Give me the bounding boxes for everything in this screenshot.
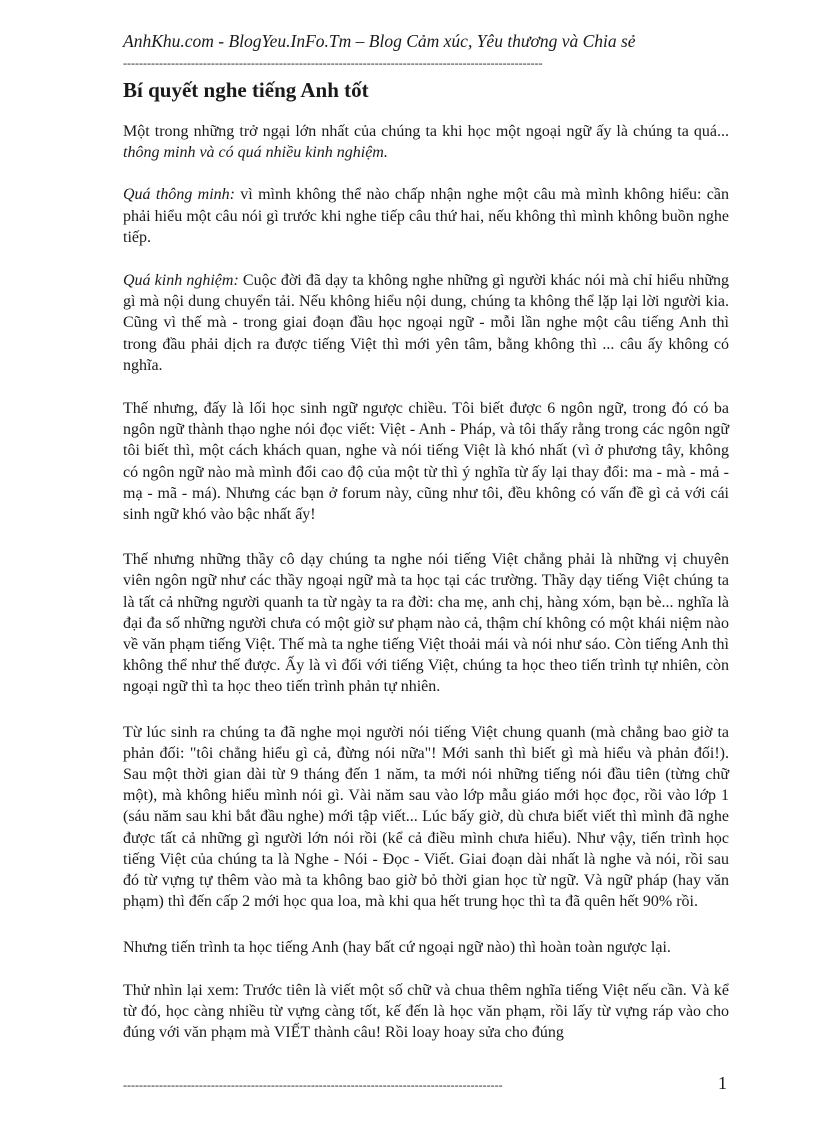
- paragraph-english-process: Nhưng tiến trình ta học tiếng Anh (hay bất cứ ngoại ngữ nào) thì hoàn toàn ngược lại.: [123, 938, 671, 956]
- paragraph-childhood-process: Từ lúc sinh ra chúng ta đã nghe mọi người nói tiếng Việt chung quanh (mà chẳng bao giờ ta phản đối: "tôi chẳng hiểu gì cả, đừng nói nữa"! Mới sanh thì biết gì mà hiểu và phản đối!). Sau một thời gian dài từ 9 tháng đến 1 năm, ta mới nói những tiếng nói đầu tiên (từng chữ một), mà không hiểu mình nói gì. Vài năm sau vào lớp mẫu giáo mới học đọc, rồi vào lớp 1 (sáu năm sau khi bắt đầu nghe) mới tập viết... Lúc bấy giờ, dù chưa biết viết thì mình đã nghe được tất cả những gì người lớn nói rồi (kể cả điều mình chưa hiểu). Như vậy, tiến trình học tiếng Việt của chúng ta là Nghe - Nói - Đọc - Viết. Giai đoạn dài nhất là nghe và nói, rồi sau đó từ vựng tự thêm vào mà ta không bao giờ bỏ thời gian học từ ngữ. Và ngữ pháp (hay văn phạm) thì đến cấp 2 mới học qua loa, mà khi qua hết trung học thì ta đã quên hết 90% rồi.: [123, 723, 729, 911]
- page-header: AnhKhu.com - BlogYeu.InFo.Tm – Blog Cảm xúc, Yêu thương và Chia sẻ: [123, 31, 636, 51]
- paragraph-natural-teachers: Thế nhưng những thầy cô dạy chúng ta nghe nói tiếng Việt chẳng phải là những vị chuyên viên ngôn ngữ như các thầy ngoại ngữ mà ta học tại các trường. Thầy dạy tiếng Việt chúng ta là tất cả những người quanh ta từ ngày ta ra đời: cha mẹ, anh chị, hàng xóm, bạn bè... nghĩa là đại đa số những người chưa có một giờ sư phạm nào cả, thậm chí không có một khái niệm nào về văn phạm tiếng Việt. Thế mà ta nghe tiếng Việt thoải mái và nói như sáo. Còn tiếng Anh thì không thể như thế được. Ấy là vì đối với tiếng Việt, chúng ta học theo tiến trình tự nhiên, còn ngoại ngữ thì ta học theo tiến trình phản tự nhiên.: [123, 551, 729, 696]
- paragraph-too-smart: [123, 184, 729, 248]
- paragraph-too-smart-heading: Quá thông minh:: [123, 186, 235, 204]
- paragraph-too-experienced: [123, 270, 729, 376]
- paragraph-reverse-learning: Thế nhưng, đấy là lối học sinh ngữ ngược chiều. Tôi biết được 6 ngôn ngữ, trong đó có ba ngôn ngữ thành thạo nghe nói đọc viết: Việt - Anh - Pháp, và tôi thấy rằng trong các ngôn ngữ tôi biết thì, một cách khách quan, nghe và nói tiếng Việt là khó nhất (vì ở phương tây, không có ngôn ngữ nào mà mình đổi cao độ của một từ thì ý nghĩa từ ấy lại thay đổi: ma - mà - mả - mạ - mã - má). Nhưng các bạn ở forum này, cũng như tôi, đều không có vấn đề gì cả với cái sinh ngữ khó vào bậc nhất ấy!: [123, 400, 729, 524]
- page-number: 1: [718, 1073, 727, 1093]
- paragraph-too-smart-text: vì mình không thể nào chấp nhận nghe một câu mà mình không hiểu: cần phải hiểu một câu nói gì trước khi nghe tiếp câu thứ hai, nếu không thì mình không buồn nghe tiếp.: [123, 186, 729, 246]
- paragraph-too-experienced-heading: Quá kinh nghiệm:: [123, 272, 239, 290]
- footer-divider: -----------------------------------------------------------------------------------------------: [123, 1078, 503, 1092]
- paragraph-intro: [123, 121, 729, 163]
- paragraph-intro-emphasis: thông minh và có quá nhiều kinh nghiệm.: [123, 144, 388, 162]
- paragraph-too-experienced-text: Cuộc đời đã dạy ta không nghe những gì người khác nói mà chỉ hiểu những gì mà nội dung chuyển tải. Nếu không hiểu nội dung, chúng ta không thể lặp lại lời người kia. Cũng vì thế mà - trong giai đoạn đầu học ngoại ngữ - mỗi lần nghe một câu tiếng Anh thì trong đầu phải dịch ra được tiếng Việt thì mới yên tâm, bằng không thì ... câu ấy không có nghĩa.: [123, 272, 730, 374]
- document-title: Bí quyết nghe tiếng Anh tốt: [123, 78, 369, 102]
- paragraph-look-again: Thử nhìn lại xem: Trước tiên là viết một số chữ và chua thêm nghĩa tiếng Việt nếu cần. Và kể từ đó, học càng nhiều từ vựng càng tốt, kế đến là học văn phạm, rồi lấy từ vựng ráp vào cho đúng với văn phạm mà VIẾT thành câu! Rồi loay hoay sửa cho đúng: [123, 981, 729, 1042]
- document-body: [123, 121, 729, 1064]
- paragraph-intro-text: Một trong những trở ngại lớn nhất của chúng ta khi học một ngoại ngữ ấy là chúng ta quá...: [123, 123, 729, 140]
- header-divider: ---------------------------------------------------------------------------------------------------------: [123, 56, 543, 70]
